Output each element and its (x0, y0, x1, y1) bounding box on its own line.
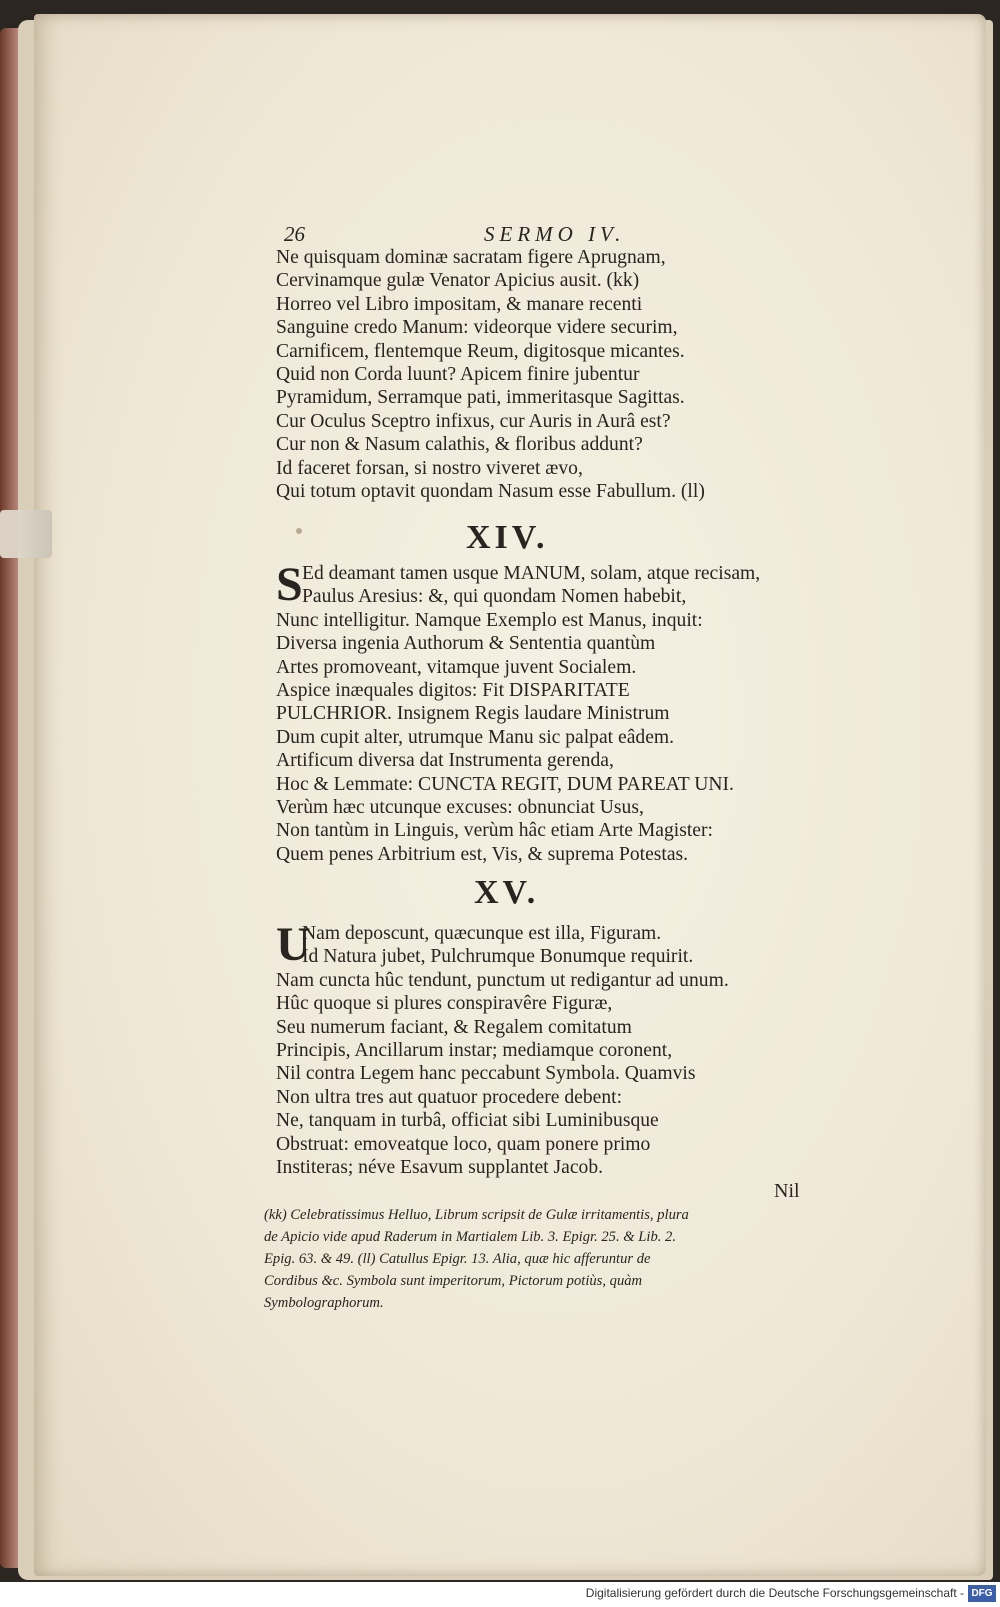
verse-line: Cur non & Nasum calathis, & floribus addunt? (276, 434, 643, 456)
footer-bar (0, 1582, 1000, 1607)
footnote-line: Epig. 63. & 49. (ll) Catullus Epigr. 13. Alia, quæ hic afferuntur de (264, 1251, 651, 1267)
verse-line: Hûc quoque si plures conspiravêre Figuræ, (276, 993, 613, 1015)
footer-credit: Digitalisierung gefördert durch die Deutsche Forschungsgemeinschaft - (585, 1586, 964, 1600)
ink-spot (296, 528, 302, 534)
section-heading-xv: XV. (474, 874, 540, 911)
book-page (34, 14, 986, 1576)
verse-line: Nil contra Legem hanc peccabunt Symbola. Quamvis (276, 1063, 696, 1085)
verse-line: Qui totum optavit quondam Nasum esse Fabullum. (ll) (276, 480, 705, 502)
dfg-logo: DFG (968, 1585, 996, 1602)
section-xiv-text (276, 558, 876, 866)
verse-line: Quem penes Arbitrium est, Vis, & suprema Potestas. (276, 843, 689, 865)
verse-line: Institeras; néve Esavum supplantet Jacob. (276, 1156, 604, 1178)
verse-line: Verùm hæc utcunque excuses: obnunciat Usus, (276, 796, 644, 818)
footnote-line: Symbolographorum. (264, 1295, 384, 1311)
verse-line: Aspice inæquales digitos: Fit DISPARITATE (276, 679, 630, 701)
section-xv-text (276, 918, 876, 1179)
verse-line: Non ultra tres aut quatuor procedere debent: (276, 1086, 623, 1108)
verse-line: Obstruat: emoveatque loco, quam ponere primo (276, 1133, 651, 1155)
verse-line: Hoc & Lemmate: CUNCTA REGIT, DUM PAREAT UNI. (276, 773, 734, 795)
running-title: SERMO IV. (484, 222, 626, 246)
verse-line: Non tantùm in Linguis, verùm hâc etiam Arte Magister: (276, 820, 713, 842)
verse-line: Id Natura jubet, Pulchrumque Bonumque requirit. (302, 946, 694, 968)
verse-line: Diversa ingenia Authorum & Sententia quantùm (276, 633, 656, 655)
verse-line: Nam cuncta hûc tendunt, punctum ut redigantur ad unum. (276, 969, 729, 991)
verse-line-text: Nam deposcunt, quæcunque est illa, Figuram. (302, 923, 662, 944)
verse-line: Seu numerum faciant, & Regalem comitatum (276, 1016, 632, 1038)
verse-top (276, 246, 876, 503)
verse-line: Id faceret forsan, si nostro viveret ævo, (276, 457, 583, 479)
footnotes (264, 1204, 809, 1314)
verse-line: Artificum diversa dat Instrumenta gerenda, (276, 750, 614, 772)
verse-line: Ne quisquam dominæ sacratam figere Aprugnam, (276, 247, 666, 268)
verse-line: PULCHRIOR. Insignem Regis laudare Ministrum (276, 703, 670, 725)
footnote-line: (kk) Celebratissimus Helluo, Librum scripsit de Gulæ irritamentis, plura (264, 1207, 689, 1223)
drop-cap: S (276, 558, 303, 611)
verse-line: Carnificem, flentemque Reum, digitosque micantes. (276, 340, 685, 362)
verse-line: Ne, tanquam in turbâ, officiat sibi Luminibusque (276, 1110, 659, 1132)
verse-line: Nunc intelligitur. Namque Exemplo est Manus, inquit: (276, 609, 703, 631)
verse-line: Pyramidum, Serramque pati, immeritasque Sagittas. (276, 387, 685, 409)
page-number: 26 (284, 222, 305, 246)
verse-line-text: Ed deamant tamen usque MANUM, solam, atque recisam, (302, 563, 761, 584)
verse-line: Quid non Corda luunt? Apicem finire jubentur (276, 363, 640, 385)
section-heading-xiv: XIV. (466, 519, 549, 556)
verse-line: Horreo vel Libro impositam, & manare recenti (276, 293, 643, 315)
verse-line: Artes promoveant, vitamque juvent Socialem. (276, 656, 637, 678)
verse-line: Paulus Aresius: &, qui quondam Nomen habebit, (302, 586, 687, 608)
verse-line: Dum cupit alter, utrumque Manu sic palpat eâdem. (276, 726, 675, 748)
footnote-line: de Apicio vide apud Raderum in Martialem Lib. 3. Epigr. 25. & Lib. 2. (264, 1229, 676, 1245)
drop-cap: U (276, 918, 311, 971)
footnote-line: Cordibus &c. Symbola sunt imperitorum, Pictorum potiùs, quàm (264, 1273, 643, 1289)
verse-line: Cur Oculus Sceptro infixus, cur Auris in Aurâ est? (276, 410, 671, 432)
page-tab-marker (0, 510, 52, 558)
catchword: Nil (774, 1180, 800, 1202)
verse-line: Principis, Ancillarum instar; mediamque coronent, (276, 1039, 673, 1061)
verse-line: Sanguine credo Manum: videorque videre securim, (276, 317, 678, 339)
verse-line: Cervinamque gulæ Venator Apicius ausit. (kk) (276, 270, 640, 292)
page-content (34, 14, 986, 1576)
